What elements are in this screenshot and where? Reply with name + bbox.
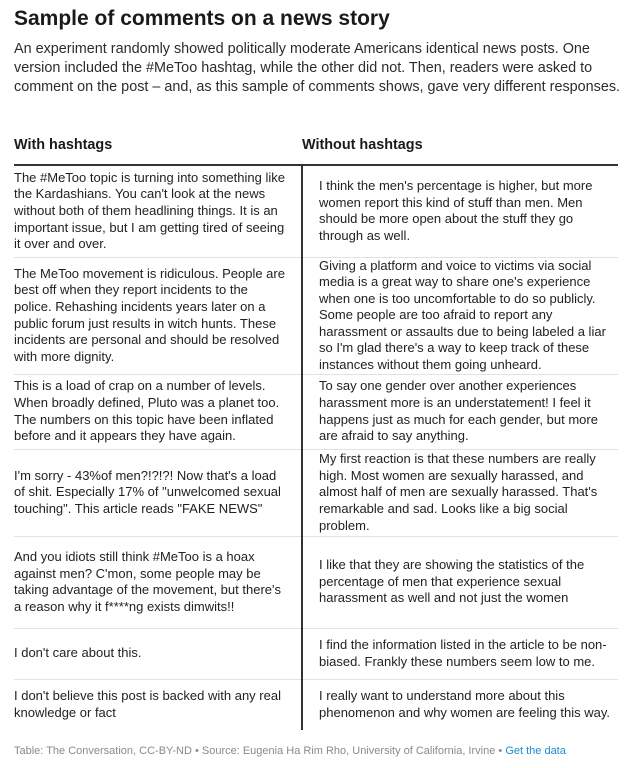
comment-with-hashtag: This is a load of crap on a number of levels. When broadly defined, Pluto was a planet too. The numbers on this topic have been inflated before and it appears they have again. bbox=[14, 374, 302, 449]
comment-without-hashtag: I really want to understand more about this phenomenon and why women are feeling this way. bbox=[302, 679, 618, 730]
comment-without-hashtag: I think the men's percentage is higher, but more women report this kind of stuff than men. Men should be more open about the stuff they go through as well. bbox=[302, 165, 618, 257]
column-header-with-hashtags: With hashtags bbox=[14, 137, 302, 165]
table-row bbox=[14, 449, 618, 536]
comment-without-hashtag: Giving a platform and voice to victims via social media is a great way to share one's experience when one is too uncomfortable to do so publicly. Some people are too afraid to report any harassment or assaults due to being labeled a liar so I'm glad there's a way to keep track of these instances without them going unheard. bbox=[302, 257, 618, 374]
comment-with-hashtag: And you idiots still think #MeToo is a hoax against men? C'mon, some people may be taking advantage of the movement, but there's a reason why it f****ng exists dimwits!! bbox=[14, 536, 302, 628]
comment-without-hashtag: I find the information listed in the article to be non-biased. Frankly these numbers seem low to me. bbox=[302, 628, 618, 679]
column-header-without-hashtags: Without hashtags bbox=[302, 137, 618, 165]
header-row bbox=[14, 137, 618, 165]
comment-with-hashtag: I'm sorry - 43%of men?!?!?! Now that's a load of shit. Especially 17% of "unwelcomed sexual touching". This article reads "FAKE NEWS" bbox=[14, 449, 302, 536]
comment-with-hashtag: I don't believe this post is backed with any real knowledge or fact bbox=[14, 688, 281, 720]
table-row bbox=[14, 679, 618, 730]
footer bbox=[14, 745, 566, 757]
comment-without-hashtag: To say one gender over another experiences harassment more is an understatement! I feel it happens just as much for each gender, but more are afraid to say anything. bbox=[302, 374, 618, 449]
comments-table bbox=[14, 137, 618, 730]
get-the-data-link[interactable]: Get the data bbox=[505, 745, 566, 757]
page-title: Sample of comments on a news story bbox=[14, 7, 390, 30]
description: An experiment randomly showed politically moderate Americans identical news posts. One version included the #MeToo hashtag, while the other did not. Then, readers were asked to comment on the post – and, as this sample of comments shows, gave very different responses. bbox=[14, 41, 621, 95]
table-row bbox=[14, 374, 618, 449]
table-row bbox=[14, 165, 618, 257]
table-row bbox=[14, 257, 618, 374]
footer-source: Table: The Conversation, CC-BY-ND • Source: Eugenia Ha Rim Rho, University of California, Irvine • bbox=[14, 745, 503, 757]
comment-with-hashtag: The MeToo movement is ridiculous. People are best off when they report incidents to the police. Rehashing incidents years later on a public forum just results in witch hunts. These incidents are personal and should be resolved with more dignity. bbox=[14, 257, 302, 374]
comment-without-hashtag: My first reaction is that these numbers are really high. Most women are sexually harassed, and almost half of men are sexually harassed. That's remarkable and sad. Looks like a big social problem. bbox=[302, 449, 618, 536]
table-row bbox=[14, 536, 618, 628]
comment-without-hashtag: I like that they are showing the statistics of the percentage of men that experience sexual harassment as well and not just the women bbox=[302, 536, 618, 628]
comment-with-hashtag: I don't care about this. bbox=[14, 628, 302, 679]
table-row bbox=[14, 628, 618, 679]
comment-with-hashtag: The #MeToo topic is turning into something like the Kardashians. You can't look at the news without both of them headlining things. It is an important issue, but I am getting tired of seeing it over and over. bbox=[14, 165, 302, 257]
